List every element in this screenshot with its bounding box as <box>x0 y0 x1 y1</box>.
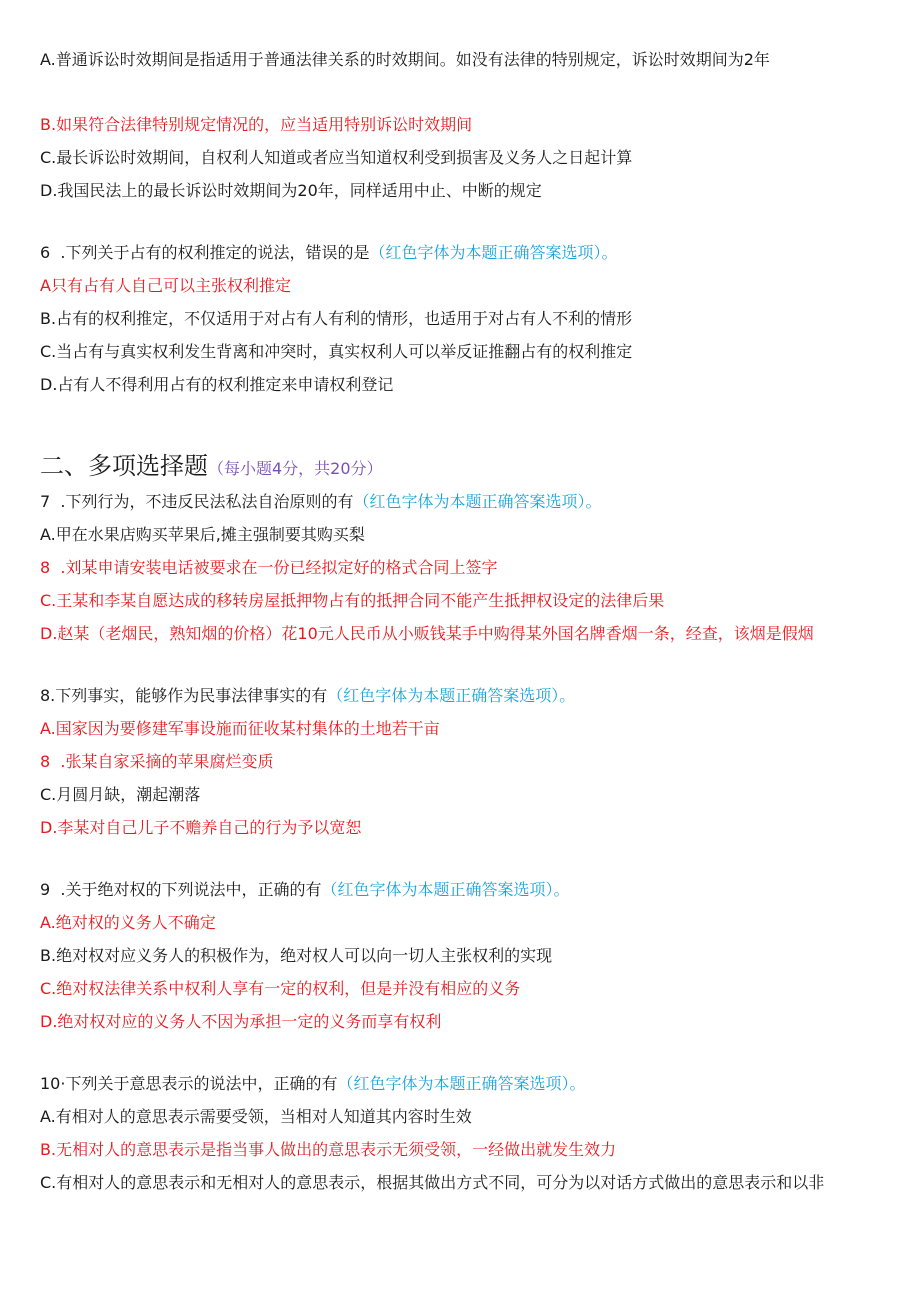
q6-option-a: A只有占有人自己可以主张权利推定 <box>40 276 291 295</box>
q9-option-a: A.绝对权的义务人不确定 <box>40 913 216 932</box>
q8-stem <box>40 685 575 707</box>
q9-option-b: B.绝对权对应义务人的积极作为，绝对权人可以向一切人主张权利的实现 <box>40 946 553 965</box>
q8-option-c: C.月圆月缺，潮起潮落 <box>40 785 201 804</box>
q9-option-c: C.绝对权法律关系中权利人享有一定的权利，但是并没有相应的义务 <box>40 979 521 998</box>
q6-stem <box>40 242 617 264</box>
q8-option-a: A.国家因为要修建军事设施而征收某村集体的土地若干亩 <box>40 719 440 738</box>
q9-answer-note: （红色字体为本题正确答案选项）。 <box>321 880 570 899</box>
section-title: 二、多项选择题 <box>40 452 208 480</box>
q10-answer-note: （红色字体为本题正确答案选项）。 <box>337 1074 586 1093</box>
q7-option-b: 8 .刘某申请安装电话被要求在一份已经拟定好的格式合同上签字 <box>40 558 498 577</box>
q5-option-c: C.最长诉讼时效期间，自权利人知道或者应当知道权利受到损害及义务人之日起计算 <box>40 148 633 167</box>
q6-option-d: D.占有人不得利用占有的权利推定来申请权利登记 <box>40 375 394 394</box>
q5-option-b: B.如果符合法律特别规定情况的，应当适用特别诉讼时效期间 <box>40 115 473 134</box>
q7-option-a: A.甲在水果店购买苹果后,摊主强制要其购买梨 <box>40 525 365 544</box>
section-heading <box>40 451 383 484</box>
q10-option-a: A.有相对人的意思表示需要受领，当相对人知道其内容时生效 <box>40 1107 472 1126</box>
q8-stem-text: 8.下列事实，能够作为民事法律事实的有 <box>40 686 328 705</box>
q7-stem <box>40 491 601 513</box>
q8-option-d: D.李某对自己儿子不赡养自己的行为予以宽恕 <box>40 818 362 837</box>
q7-stem-text: 7 .下列行为，不违反民法私法自治原则的有 <box>40 492 354 511</box>
q6-option-c: C.当占有与真实权利发生背离和冲突时，真实权利人可以举反证推翻占有的权利推定 <box>40 342 633 361</box>
q5-option-d: D.我国民法上的最长诉讼时效期间为20年，同样适用中止、中断的规定 <box>40 181 542 200</box>
q10-option-b: B.无相对人的意思表示是指当事人做出的意思表示无须受领，一经做出就发生效力 <box>40 1140 617 1159</box>
q10-stem <box>40 1073 585 1095</box>
q10-option-c: C.有相对人的意思表示和无相对人的意思表示，根据其做出方式不同，可分为以对话方式做出的意思表示和以非 <box>40 1173 825 1192</box>
q8-option-b: 8 .张某自家采摘的苹果腐烂变质 <box>40 752 274 771</box>
q6-stem-text: 6 .下列关于占有的权利推定的说法，错误的是 <box>40 243 370 262</box>
section-score-note: （每小题4分，共20分） <box>208 459 383 478</box>
q10-stem-text: 10·下列关于意思表示的说法中，正确的有 <box>40 1074 338 1093</box>
q7-option-c: C.王某和李某自愿达成的移转房屋抵押物占有的抵押合同不能产生抵押权设定的法律后果 <box>40 591 665 610</box>
q6-option-b: B.占有的权利推定，不仅适用于对占有人有利的情形，也适用于对占有人不利的情形 <box>40 309 633 328</box>
q9-option-d: D.绝对权对应的义务人不因为承担一定的义务而享有权利 <box>40 1012 442 1031</box>
q7-answer-note: （红色字体为本题正确答案选项）。 <box>353 492 602 511</box>
q6-answer-note: （红色字体为本题正确答案选项）。 <box>369 243 618 262</box>
q9-stem-text: 9 .关于绝对权的下列说法中，正确的有 <box>40 880 322 899</box>
q9-stem <box>40 879 569 901</box>
q7-option-d: D.赵某（老烟民，熟知烟的价格）花10元人民币从小贩钱某手中购得某外国名牌香烟一条，经查，该烟是假烟 <box>40 624 814 643</box>
q5-option-a: A.普通诉讼时效期间是指适用于普通法律关系的时效期间。如没有法律的特别规定，诉讼时效期间为2年 <box>40 50 770 69</box>
q8-answer-note: （红色字体为本题正确答案选项）。 <box>327 686 576 705</box>
